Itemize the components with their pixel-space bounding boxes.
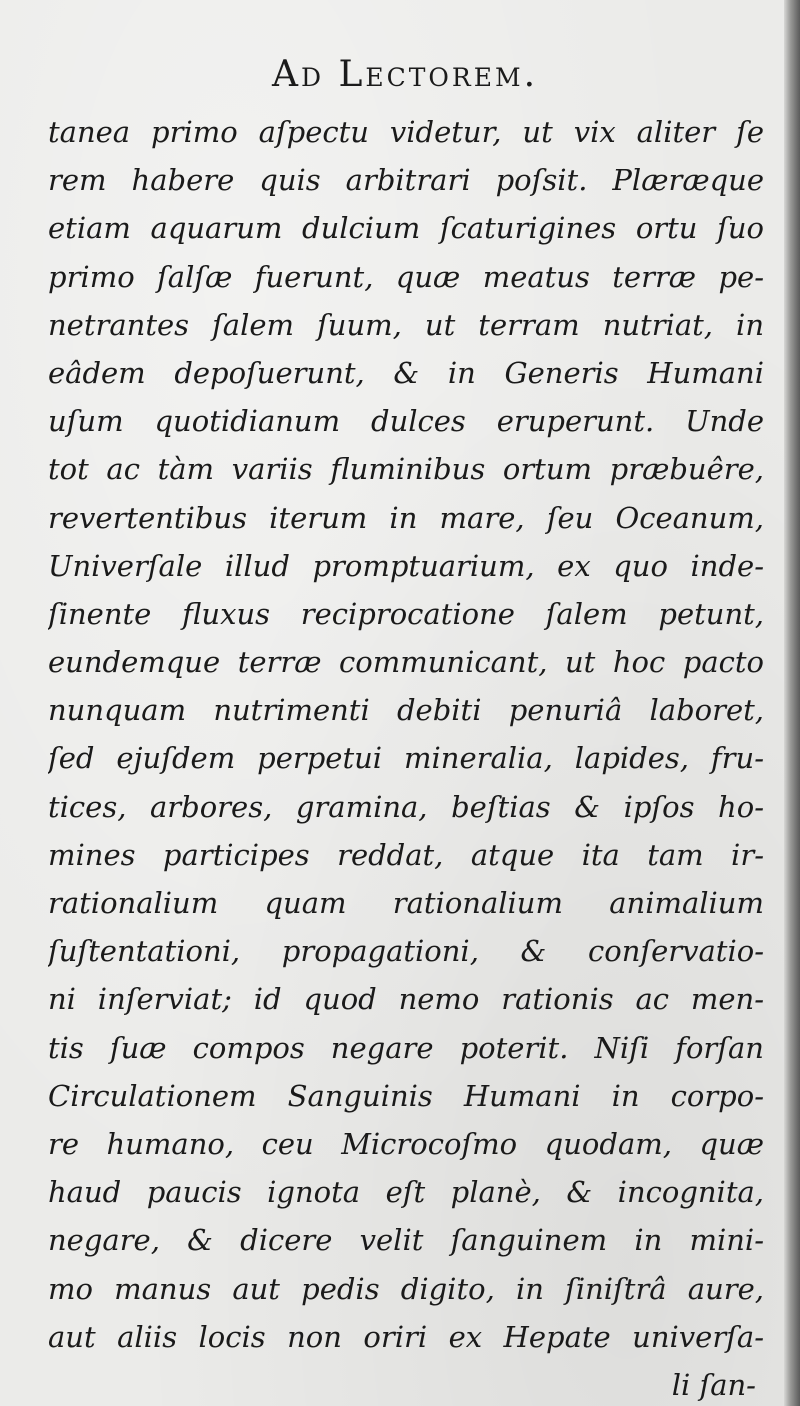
text-line: eâdem depoſuerunt, & in Generis Humani: [48, 355, 764, 390]
text-line: aut aliis locis non oriri ex Hepate univerſa-: [48, 1319, 764, 1354]
text-line: rem habere quis arbitrari poſsit. Plæræque: [48, 163, 764, 198]
text-line: revertentibus iterum in mare, ſeu Oceanum,: [48, 500, 764, 535]
text-line: haud paucis ignota eſt planè, & incognita,: [48, 1175, 764, 1210]
text-line: re humano, ceu Microcoſmo quodam, quæ: [48, 1126, 764, 1161]
text-line: ſuſtentationi, propagationi, & conſervatio-: [48, 934, 764, 969]
text-line: Univerſale illud promptuarium, ex quo inde-: [48, 548, 764, 583]
text-line: netrantes ſalem ſuum, ut terram nutriat, in: [48, 307, 764, 342]
text-line: etiam aquarum dulcium ſcaturigines ortu ſuo: [48, 211, 764, 246]
text-line: ſinente fluxus reciprocatione ſalem petunt,: [48, 596, 764, 631]
text-line: ſed ejuſdem perpetui mineralia, lapides, fru-: [48, 741, 764, 776]
text-line: tanea primo aſpectu videtur, ut vix aliter ſe: [48, 115, 764, 149]
text-line: tis ſuæ compos negare poterit. Niſi forſan: [48, 1030, 764, 1065]
text-line: mines participes reddat, atque ita tam ir-: [48, 837, 764, 872]
page-edge: [784, 0, 800, 1406]
text-line: Circulationem Sanguinis Humani in corpo-: [48, 1078, 764, 1113]
text-line: rationalium quam rationalium animalium: [48, 886, 764, 920]
text-line: uſum quotidianum dulces eruperunt. Unde: [48, 404, 764, 439]
text-line: mo manus aut pedis digito, in ſiniſtrâ aure,: [48, 1271, 764, 1306]
text-line: primo ſalſæ fuerunt, quæ meatus terræ pe-: [48, 259, 764, 294]
text-line: ni inſerviat; id quod nemo rationis ac men-: [48, 982, 764, 1017]
text-line: tices, arbores, gramina, beſtias & ipſos ho-: [48, 789, 764, 824]
text-line: tot ac tàm variis fluminibus ortum præbuêre,: [48, 452, 764, 487]
catchword-line: li ſan-: [671, 1367, 756, 1402]
text-line: negare, & dicere velit ſanguinem in mini-: [48, 1223, 764, 1258]
text-line: nunquam nutrimenti debiti penuriâ laboret,: [48, 693, 764, 728]
body-text: [48, 108, 764, 1406]
text-line: eundemque terræ communicant, ut hoc pacto: [48, 645, 764, 680]
running-head: Ad Lectorem.: [271, 54, 539, 95]
